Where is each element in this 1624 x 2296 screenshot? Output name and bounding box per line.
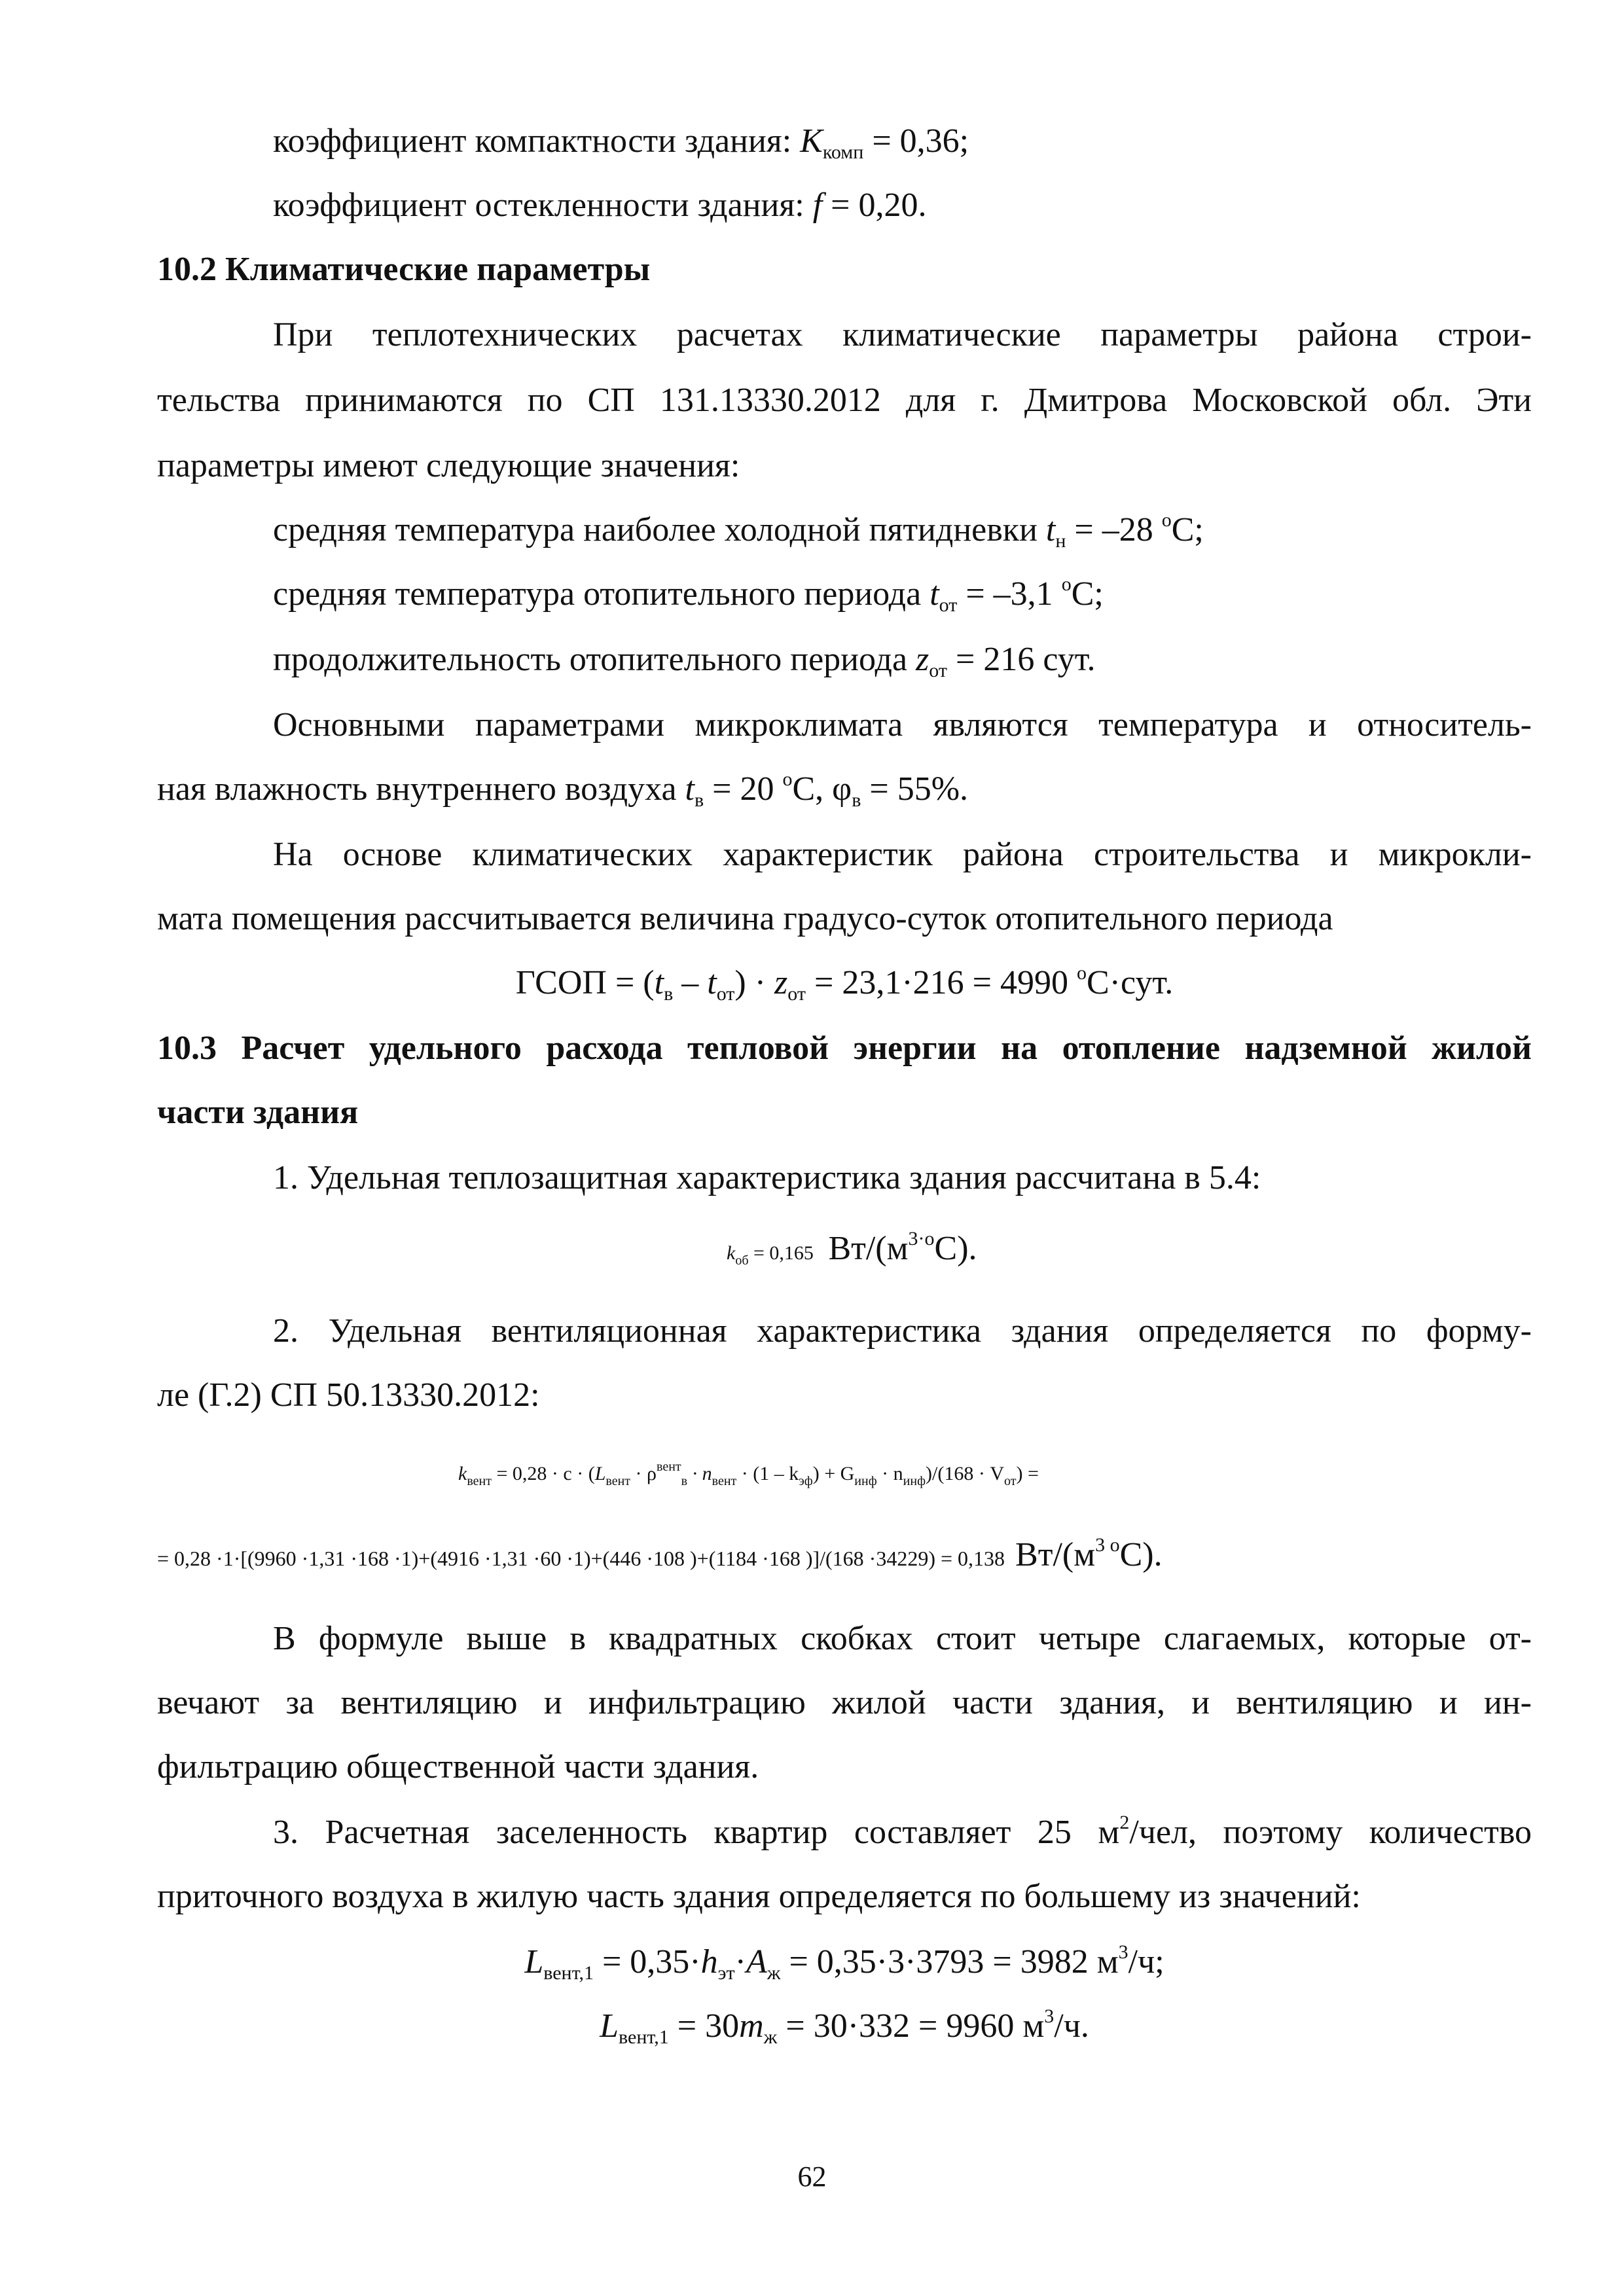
kvent-formula: $k_{вент} = 0,28 \cdot c \cdot (L_{вент} \cdot \rho^{вент}_в \cdot n_{вент} \cdot (1 - k_{эф}) + G_{инф} \cdot n_{инф})/(168 \cdot V_{от})$ = [458,1460,1039,1488]
section-heading-10-3: 10.3 Расчет удельного расхода тепловой энергии на отопление надземной жилой [157,1030,1532,1067]
step-3-text-cont: приточного воздуха в жилую часть здания определяется по большему из значений: [157,1878,1361,1915]
paragraph-line: параметры имеют следующие значения: [157,447,740,484]
kob-formula: $k_{об} = 0,165$ $Вт/(м^{3\cdot o}С)$. [727,1228,977,1268]
step-1-text: 1. Удельная теплозащитная характеристика здания рассчитана в 5.4: [273,1159,1261,1196]
paragraph-line: В формуле выше в квадратных скобках стоит четыре слагаемых, которые от- [273,1620,1532,1657]
step-3-text: 3. Расчетная заселенность квартир составляет 25 $м^2$/чел, поэтому количество [273,1812,1532,1851]
paragraph-line: При теплотехнических расчетах климатические параметры района строи- [273,316,1532,353]
paragraph-line: вечают за вентиляцию и инфильтрацию жилой части здания, и вентиляцию и ин- [157,1684,1532,1721]
paragraph-line: ная влажность внутреннего воздуха $t_в = 20$ $^o$С, $\varphi_в = 55\%$. [157,768,969,811]
compactness-line: коэффициент компактности здания: $K_{комп} = 0,36$; [273,122,969,163]
paragraph-line: Основными параметрами микроклимата являются температура и относитель- [273,706,1532,744]
list-item-zot: продолжительность отопительного периода $z_{от} = 216$ сут. [273,641,1096,681]
list-item-tot: средняя температура отопительного периода $t_{от} = -3,1$ $^o$C; [273,573,1104,616]
paragraph-line: тельства принимаются по СП 131.13330.2012 для г. Дмитрова Московской обл. Эти [157,382,1532,419]
paragraph-line: На основе климатических характеристик района строительства и микрокли- [273,836,1532,873]
page-number: 62 [797,2161,827,2193]
kvent-calculation: = 0,28 ·1·[(9960 ·1,31 ·168 ·1)+(4916 ·1,31 ·60 ·1)+(446 ·108 )+(1184 ·168 )]/(168 ·34229) = 0,138 $Вт/(м^{3 o}С)$. [157,1534,1163,1573]
section-heading-10-2: 10.2 Климатические параметры [157,251,651,288]
section-heading-10-3-cont: части здания [157,1094,359,1131]
paragraph-line: фильтрацию общественной части здания. [157,1748,759,1785]
gsop-formula: ГСОП = $(t_в - t_{от}) \cdot z_{от} = 23,1\cdot 216 = 4990$ $^o$С·сут. [515,962,1174,1005]
glazing-line: коэффициент остекленности здания: f = 0,20. [273,187,927,224]
paragraph-line: мата помещения рассчитывается величина градусо-суток отопительного периода [157,900,1333,937]
list-item-tn: средняя температура наиболее холодной пятидневки $t_н = -28$ $^o$C; [273,509,1204,552]
lvent-formula-2: $L_{вент,1} = 30m_ж = 30\cdot 332 = 9960$ $м^3/ч$. [600,2005,1089,2048]
step-2-text-cont: ле (Г.2) СП 50.13330.2012: [157,1376,540,1414]
lvent-formula-1: $L_{вент,1} = 0,35\cdot h_{эт}\cdot A_ж = 0,35\cdot 3\cdot 3793 = 3982$ $м^3/ч$; [524,1941,1164,1984]
step-2-text: 2. Удельная вентиляционная характеристика здания определяется по форму- [273,1312,1532,1350]
